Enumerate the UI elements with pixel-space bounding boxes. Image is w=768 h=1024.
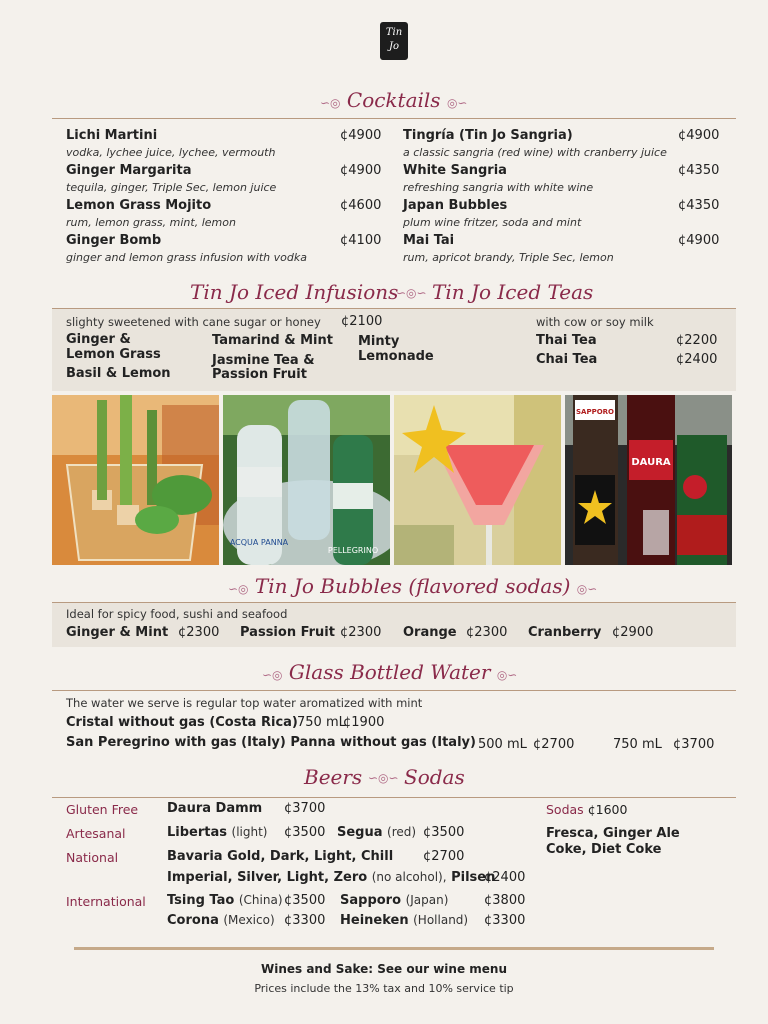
item-name: Ginger Margarita [66,163,192,178]
soda-item: Cranberry [528,625,602,640]
footer-divider [74,947,714,950]
infusion-item: Basil & Lemon [66,366,171,381]
photo-mojito [52,395,219,565]
beer-item: Heineken (Holland) [340,913,469,928]
beer-price: ¢2700 [423,849,465,864]
soda-item: Orange [403,625,457,640]
soda-price: ¢2300 [466,625,508,640]
beer-item: Sapporo (Japan) [340,893,449,908]
tea-item: Thai Tea [536,333,597,348]
item-name: Ginger Bomb [66,233,162,248]
pellegrino-label: PELLEGRINO [327,546,379,555]
item-price: ¢4350 [678,198,720,213]
beer-price: ¢3500 [423,825,465,840]
soda-price: ¢2300 [340,625,382,640]
beer-item: Daura Damm [167,801,263,816]
ornament-icon: ∽◎ [228,582,249,596]
beer-item: Libertas (light) [167,825,268,840]
infusion-item: Lemonade [358,349,434,364]
tea-price: ¢2200 [676,333,718,348]
ornament-icon: ∽◎∽ [368,771,399,785]
water-item: San Peregrino with gas (Italy) Panna without gas (Italy) [66,735,476,750]
infusions-note: slighty sweetened with cane sugar or honey [66,315,321,329]
acqua-label: ACQUA PANNA [229,538,289,547]
item-desc: ginger and lemon grass infusion with vodka [66,251,307,264]
water-size: 750 mL [613,737,662,752]
category-artesanal: Artesanal [66,826,126,841]
item-name: Lichi Martini [66,128,158,143]
water-size: 500 mL [478,737,527,752]
beer-price: ¢3700 [284,801,326,816]
item-price: ¢4600 [340,198,382,213]
infusion-item: Ginger & [66,332,131,347]
infusion-item: Passion Fruit [212,367,307,382]
item-name: Tingría (Tin Jo Sangria) [403,128,573,143]
teas-note: with cow or soy milk [536,315,654,329]
beer-price: ¢3500 [284,893,326,908]
soda-price: ¢2900 [612,625,654,640]
bubbles-note: Ideal for spicy food, sushi and seafood [66,607,288,621]
soda-item: Ginger & Mint [66,625,169,640]
item-desc: vodka, lychee juice, lychee, vermouth [66,146,276,159]
item-price: ¢4100 [340,233,382,248]
divider [52,118,736,119]
price-note: Prices include the 13% tax and 10% service tip [254,982,514,995]
beer-price: ¢2400 [484,870,526,885]
water-price: ¢2700 [533,737,575,752]
item-name: Mai Tai [403,233,455,248]
infusion-item: Jasmine Tea & [212,353,315,368]
ornament-icon: ∽◎ [320,96,341,110]
beer-price: ¢3500 [284,825,326,840]
beer-item: Segua (red) [337,825,417,840]
beer-item: Imperial, Silver, Light, Zero (no alcohol), Pilsen [167,870,496,885]
beer-item: Corona (Mexico) [167,913,275,928]
water-price: ¢1900 [343,715,385,730]
item-name: Japan Bubbles [403,198,508,213]
item-name: Lemon Grass Mojito [66,198,212,213]
wine-note: Wines and Sake: See our wine menu [260,962,508,976]
sodas-title: Sodas [404,765,465,789]
item-desc: rum, apricot brandy, Triple Sec, lemon [403,251,614,264]
infusions-title: Tin Jo Iced Infusions [190,280,399,304]
tin-jo-logo: Tin Jo [380,22,408,60]
photo-beer-bottles [565,395,732,565]
infusions-price: ¢2100 [341,314,383,329]
cocktails-title: ∽◎ Cocktails ◎∽ [320,88,468,112]
infusion-item: Minty [358,334,400,349]
ornament-icon: ◎∽ [446,96,468,110]
item-name: White Sangria [403,163,507,178]
item-desc: a classic sangria (red wine) with cranberry juice [403,146,667,159]
item-price: ¢4900 [678,233,720,248]
beer-item: Tsing Tao (China) [167,893,283,908]
beer-item: Bavaria Gold, Dark, Light, Chill [167,849,394,864]
photo-water-bottles [223,395,390,565]
ornament-icon: ∽◎∽ [396,286,427,300]
water-size: 750 mL [297,715,346,730]
item-price: ¢4900 [340,128,382,143]
divider [52,690,736,691]
photo-cocktail-starfruit [394,395,561,565]
category-gluten-free: Gluten Free [66,802,139,817]
item-desc: refreshing sangria with white wine [403,181,594,194]
sapporo-label: SAPPORO [575,408,615,416]
soda-item: Passion Fruit [240,625,335,640]
category-national: National [66,850,119,865]
infusion-item: Tamarind & Mint [212,333,333,348]
item-price: ¢4900 [340,163,382,178]
beer-price: ¢3300 [284,913,326,928]
item-price: ¢4350 [678,163,720,178]
beers-title: Beers [304,765,363,789]
water-price: ¢3700 [673,737,715,752]
item-price: ¢4900 [678,128,720,143]
water-title: ∽◎ Glass Bottled Water ◎∽ [262,660,518,684]
ornament-icon: ◎∽ [576,582,598,596]
water-item: Cristal without gas (Costa Rica) [66,715,298,730]
soda-price: ¢2300 [178,625,220,640]
soda-list: Coke, Diet Coke [546,842,662,857]
sodas-label: Sodas ¢1600 [546,802,628,817]
item-desc: plum wine fritzer, soda and mint [403,216,582,229]
tea-item: Chai Tea [536,352,598,367]
teas-title: Tin Jo Iced Teas [432,280,594,304]
bubbles-title: ∽◎ Tin Jo Bubbles (flavored sodas) ◎∽ [228,574,598,598]
soda-list: Fresca, Ginger Ale [546,826,680,841]
ornament-icon: ◎∽ [496,668,518,682]
ornament-icon: ∽◎ [262,668,283,682]
item-desc: rum, lemon grass, mint, lemon [66,216,236,229]
beer-price: ¢3800 [484,893,526,908]
tea-price: ¢2400 [676,352,718,367]
daura-label: DAURA [631,457,671,468]
beer-price: ¢3300 [484,913,526,928]
infusion-item: Lemon Grass [66,347,161,362]
water-note: The water we serve is regular top water aromatized with mint [66,696,423,710]
item-desc: tequila, ginger, Triple Sec, lemon juice [66,181,277,194]
divider [52,797,736,798]
category-international: International [66,894,146,909]
